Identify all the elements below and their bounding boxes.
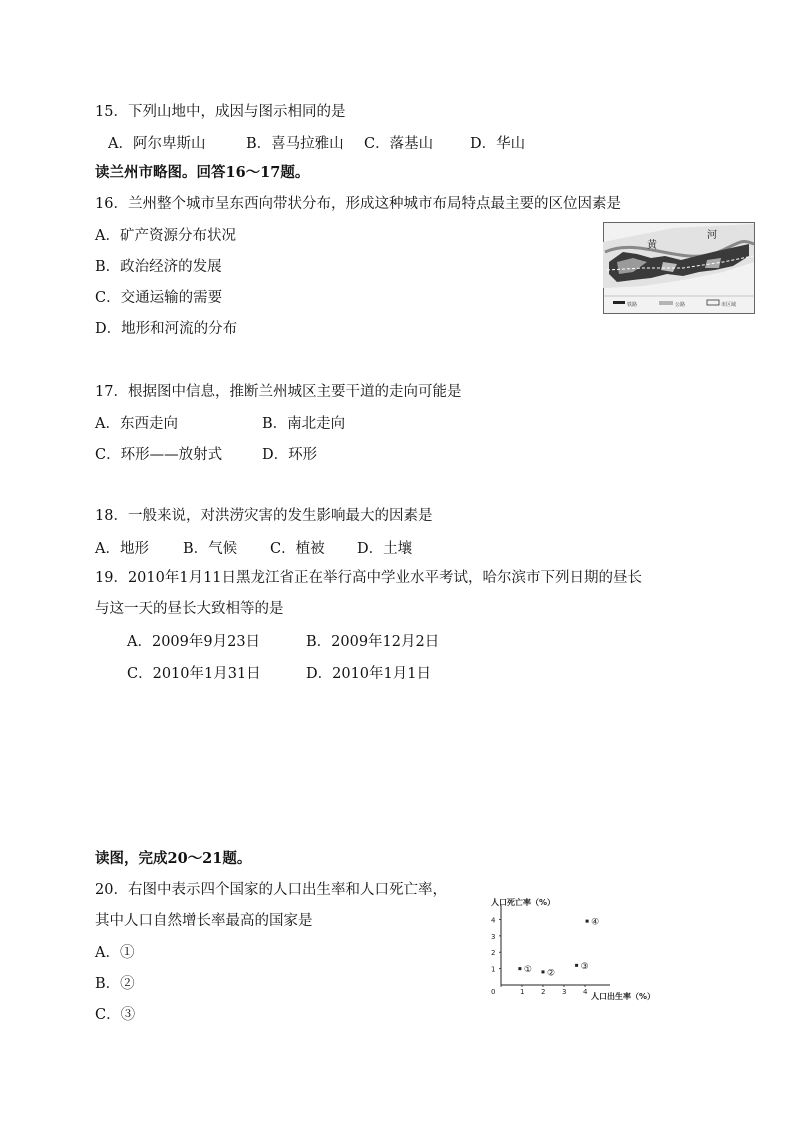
q20-stem-line1: 20．右图中表示四个国家的人口出生率和人口死亡率，	[95, 882, 447, 898]
chart-point	[518, 967, 521, 970]
chart-x-tick-label: 2	[541, 988, 546, 996]
chart-x-tick-label: 0	[491, 988, 496, 996]
q18-option-a: A．地形	[95, 541, 149, 557]
q20-stem-line2: 其中人口自然增长率最高的国家是	[95, 913, 313, 929]
chart-x-tick-label: 3	[562, 988, 567, 996]
chart-x-axis-label: 人口出生率（%）	[591, 992, 656, 1001]
q17-option-b: B．南北走向	[262, 416, 346, 432]
chart-point	[542, 970, 545, 973]
chart-y-tick-label: 4	[491, 916, 496, 925]
q18-stem: 18．一般来说，对洪涝灾害的发生影响最大的因素是	[95, 508, 433, 524]
map-river-label-2: 河	[707, 230, 717, 241]
q18-option-d: D．土壤	[357, 541, 413, 557]
q19-option-d: D．2010年1月1日	[306, 666, 431, 682]
legend-zone: 市区域	[721, 302, 737, 308]
chart-point	[575, 964, 578, 967]
q16-option-c: C．交通运输的需要	[95, 290, 223, 306]
q15-stem: 15．下列山地中，成因与图示相同的是	[95, 104, 346, 120]
legend-rail-icon	[613, 301, 625, 304]
chart-point-label: ①	[523, 965, 532, 976]
legend-rail: 铁路	[627, 302, 638, 308]
intro-20-21: 读图，完成20～21题。	[95, 850, 252, 867]
chart-y-tick-label: 3	[491, 932, 496, 941]
q20-option-a: A．①	[95, 945, 135, 961]
legend-road: 公路	[675, 302, 686, 308]
chart-ticks	[491, 916, 588, 996]
chart-y-tick-label: 1	[491, 965, 496, 974]
q19-option-c: C．2010年1月31日	[127, 666, 261, 682]
q20-option-b: B．②	[95, 976, 135, 992]
q15-option-d: D．华山	[470, 136, 526, 152]
chart-points	[518, 918, 599, 979]
q15-option-c: C．落基山	[364, 136, 434, 152]
q19-stem-line1: 19．2010年1月11日黑龙江省正在举行高中学业水平考试，哈尔滨市下列日期的昼长	[95, 570, 643, 586]
chart-point-label: ②	[547, 968, 556, 979]
q16-option-d: D．地形和河流的分布	[95, 321, 238, 337]
q19-option-a: A．2009年9月23日	[127, 634, 261, 650]
q19-stem-line2: 与这一天的昼长大致相等的是	[95, 601, 284, 617]
map-river-label-1: 黄	[647, 240, 657, 251]
q16-option-a: A．矿产资源分布状况	[95, 228, 236, 244]
q16-stem: 16．兰州整个城市呈东西向带状分布，形成这种城市布局特点最主要的区位因素是	[95, 196, 621, 212]
q17-option-c: C．环形——放射式	[95, 447, 223, 463]
chart-point-label: ④	[591, 917, 600, 928]
q18-option-b: B．气候	[183, 541, 238, 557]
chart-y-axis-label: 人口死亡率（%）	[491, 898, 556, 907]
q20-option-c: C．③	[95, 1007, 136, 1023]
chart-point-label: ③	[580, 961, 589, 972]
q18-option-c: C．植被	[270, 541, 325, 557]
q15-option-a: A．阿尔卑斯山	[108, 136, 206, 152]
q17-option-d: D．环形	[262, 447, 318, 463]
q19-option-b: B．2009年12月2日	[306, 634, 440, 650]
q15-option-b: B．喜马拉雅山	[246, 136, 344, 152]
birth-death-rate-chart	[483, 893, 683, 1005]
chart-y-tick-label: 2	[491, 949, 496, 958]
q17-stem: 17．根据图中信息，推断兰州城区主要干道的走向可能是	[95, 384, 462, 400]
chart-x-tick-label: 4	[583, 988, 588, 996]
intro-16-17: 读兰州市略图。回答16～17题。	[95, 164, 310, 181]
chart-point	[586, 920, 589, 923]
lanzhou-map	[603, 222, 755, 314]
chart-x-tick-label: 1	[520, 988, 525, 996]
q16-option-b: B．政治经济的发展	[95, 259, 222, 275]
q17-option-a: A．东西走向	[95, 416, 178, 432]
